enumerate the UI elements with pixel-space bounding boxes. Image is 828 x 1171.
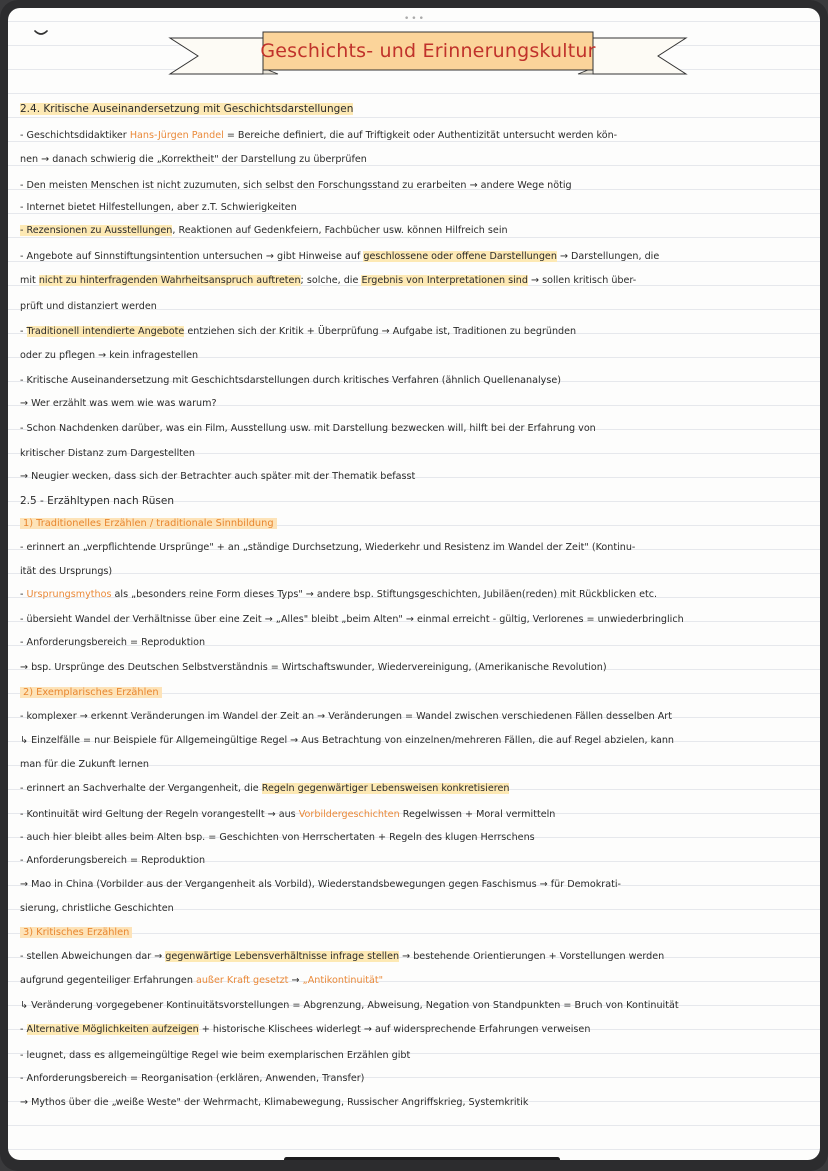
note-line [20,470,816,484]
chevron-down-icon[interactable] [34,30,48,37]
note-line [20,999,816,1013]
text-segment: - [20,326,27,337]
text-segment: → Darstellungen, die [556,251,660,262]
note-line [20,201,816,215]
note-line [20,153,816,167]
highlighted-text: Hans-Jürgen Pandel [129,130,224,141]
text-segment: - Kontinuität wird Geltung der Regeln vorangestellt → aus [20,809,299,820]
highlighted-text: 2.4. Kritische Auseinandersetzung mit Geschichtsdarstellungen [20,103,354,115]
subsection-heading [20,686,816,700]
text-segment: - erinnert an „verpflichtende Ursprünge" + an „ständige Durchsetzung, Wiederkehr und Resistenz im Wandel der Zeit" (Kontinu- [20,542,636,553]
note-line [20,422,816,436]
note-line [20,758,816,772]
note-line [20,661,816,675]
highlighted-text: - Rezensionen zu Ausstellungen [20,225,173,236]
text-segment: ; solche, die [300,275,362,286]
note-line [20,274,816,288]
highlighted-text: außer Kraft gesetzt [195,975,289,986]
note-line [20,613,816,627]
text-segment: oder zu pflegen → kein infragestellen [20,350,199,361]
text-segment: → bestehende Orientierungen + Vorstellungen werden [399,951,665,962]
text-segment: - Anforderungsbereich = Reproduktion [20,637,206,648]
text-segment: - Anforderungsbereich = Reproduktion [20,855,206,866]
home-indicator[interactable] [284,1157,560,1160]
text-segment: man für die Zukunft lernen [20,759,150,770]
text-segment: - übersieht Wandel der Verhältnisse über eine Zeit → „Alles" bleibt „beim Alten" → einmal erreicht - gültig, Verlorenes = unwiederbringlich [20,614,684,625]
text-segment: ↳ Veränderung vorgegebener Kontinuitätsvorstellungen = Abgrenzung, Abweisung, Negation von Standpunkten = Bruch von Kontinuität [20,1000,679,1011]
text-segment: Regelwissen + Moral vermitteln [399,809,556,820]
text-segment: - stellen Abweichungen dar → [20,951,166,962]
highlighted-text: Alternative Möglichkeiten aufzeigen [26,1024,199,1035]
note-line [20,1072,816,1086]
text-segment: prüft und distanziert werden [20,301,157,312]
note-line [20,902,816,916]
section-heading [20,494,816,508]
text-segment: aufgrund gegenteiliger Erfahrungen [20,975,196,986]
note-line [20,397,816,411]
note-line [20,950,816,964]
text-segment: - komplexer → erkennt Veränderungen im Wandel der Zeit an → Veränderungen = Wandel zwischen verschiedenen Fällen desselben Art [20,711,672,722]
note-line [20,782,816,796]
note-line [20,710,816,724]
note-line [20,349,816,363]
text-segment: → Neugier wecken, dass sich der Betrachter auch später mit der Thematik befasst [20,471,416,482]
text-segment: sierung, christliche Geschichten [20,903,174,914]
highlighted-text: nicht zu hinterfragenden Wahrheitsanspruch auftreten [38,275,301,286]
note-line [20,325,816,339]
note-line [20,588,816,602]
note-line [20,447,816,461]
note-line [20,878,816,892]
text-segment: - Anforderungsbereich = Reorganisation (erklären, Anwenden, Transfer) [20,1073,365,1084]
text-segment: → bsp. Ursprünge des Deutschen Selbstverständnis = Wirtschaftswunder, Wiedervereinigung, (Amerikanische Revolution) [20,662,607,673]
note-line [20,129,816,143]
text-segment: ität des Ursprungs) [20,566,113,577]
text-segment: - leugnet, dass es allgemeingültige Regel wie beim exemplarischen Erzählen gibt [20,1050,411,1061]
text-segment: + historische Klischees widerlegt → auf widersprechende Erfahrungen verweisen [198,1024,591,1035]
text-segment: → Mao in China (Vorbilder aus der Vergangenheit als Vorbild), Wiederstandsbewegungen gegen Faschismus → für Demokrati- [20,879,621,890]
text-segment: - Kritische Auseinandersetzung mit Geschichtsdarstellungen durch kritisches Verfahren (ähnlich Quellenanalyse) [20,375,561,386]
highlighted-text: gegenwärtige Lebensverhältnisse infrage stellen [165,951,400,962]
subsection-heading [20,517,816,531]
note-line [20,1096,816,1110]
page-title: Geschichts- und Erinnerungskultur [260,40,596,62]
highlighted-text: Ergebnis von Interpretationen sind [361,275,528,286]
note-line [20,636,816,650]
text-segment: 2.5 - Erzähltypen nach Rüsen [20,495,174,507]
text-segment: - Schon Nachdenken darüber, was ein Film, Ausstellung usw. mit Darstellung bezwecken will, hilft bei der Erfahrung von [20,423,596,434]
highlighted-text: 2) Exemplarisches Erzählen [20,687,162,698]
text-segment: - [20,1024,27,1035]
note-line [20,565,816,579]
text-segment: = Bereiche definiert, die auf Triftigkeit oder Authentizität untersucht werden kön- [223,130,618,141]
text-segment: kritischer Distanz zum Dargestellten [20,448,195,459]
text-segment: nen → danach schwierig die „Korrektheit" der Darstellung zu überprüfen [20,154,367,165]
note-line [20,734,816,748]
text-segment: mit [20,275,39,286]
multitasking-dots-icon[interactable]: ••• [404,14,426,24]
note-line [20,224,816,238]
note-line [20,541,816,555]
highlighted-text: „Antikontinuität" [302,975,384,986]
note-line [20,179,816,193]
text-segment: - Geschichtsdidaktiker [20,130,130,141]
note-line [20,374,816,388]
note-line [20,974,816,988]
highlighted-text: 3) Kritisches Erzählen [20,927,132,938]
highlighted-text: Ursprungsmythos [26,589,112,600]
text-segment: als „besonders reine Form dieses Typs" → andere bsp. Stiftungsgeschichten, Jubiläen(reden) mit Rückblicken etc. [111,589,658,600]
text-segment: - Angebote auf Sinnstiftungsintention untersuchen → gibt Hinweise auf [20,251,364,262]
note-line [20,854,816,868]
section-heading [20,102,816,116]
text-segment: - Den meisten Menschen ist nicht zuzumuten, sich selbst den Forschungsstand zu erarbeiten → andere Wege nötig [20,180,572,191]
note-line [20,250,816,264]
note-line [20,300,816,314]
note-line [20,1023,816,1037]
note-line [20,1049,816,1063]
text-segment: , Reaktionen auf Gedenkfeiern, Fachbücher usw. können Hilfreich sein [172,225,508,236]
text-segment: → Wer erzählt was wem wie was warum? [20,398,217,409]
highlighted-text: Regeln gegenwärtiger Lebensweisen konkretisieren [261,783,510,794]
text-segment: entziehen sich der Kritik + Überprüfung → Aufgabe ist, Traditionen zu begründen [184,326,577,337]
text-segment: → Mythos über die „weiße Weste" der Wehrmacht, Klimabewegung, Russischer Angriffskrieg, Systemkritik [20,1097,529,1108]
text-segment: - erinnert an Sachverhalte der Vergangenheit, die [20,783,262,794]
title-banner [168,28,688,80]
text-segment: - [20,589,27,600]
highlighted-text: geschlossene oder offene Darstellungen [363,251,557,262]
note-line [20,831,816,845]
note-page [8,8,820,1160]
highlighted-text: Traditionell intendierte Angebote [26,326,185,337]
note-line [20,808,816,822]
text-segment: - auch hier bleibt alles beim Alten bsp. = Geschichten von Herrschertaten + Regeln des klugen Herrschens [20,832,535,843]
highlighted-text: 1) Traditionelles Erzählen / traditionale Sinnbildung [20,518,277,529]
subsection-heading [20,926,816,940]
text-segment: ↳ Einzelfälle = nur Beispiele für Allgemeingültige Regel → Aus Betrachtung von einzelnen/mehreren Fällen, die auf Regel abzielen, kann [20,735,675,746]
highlighted-text: Vorbildergeschichten [298,809,400,820]
text-segment: → [288,975,303,986]
text-segment: - Internet bietet Hilfestellungen, aber z.T. Schwierigkeiten [20,202,297,213]
text-segment: → sollen kritisch über- [527,275,637,286]
